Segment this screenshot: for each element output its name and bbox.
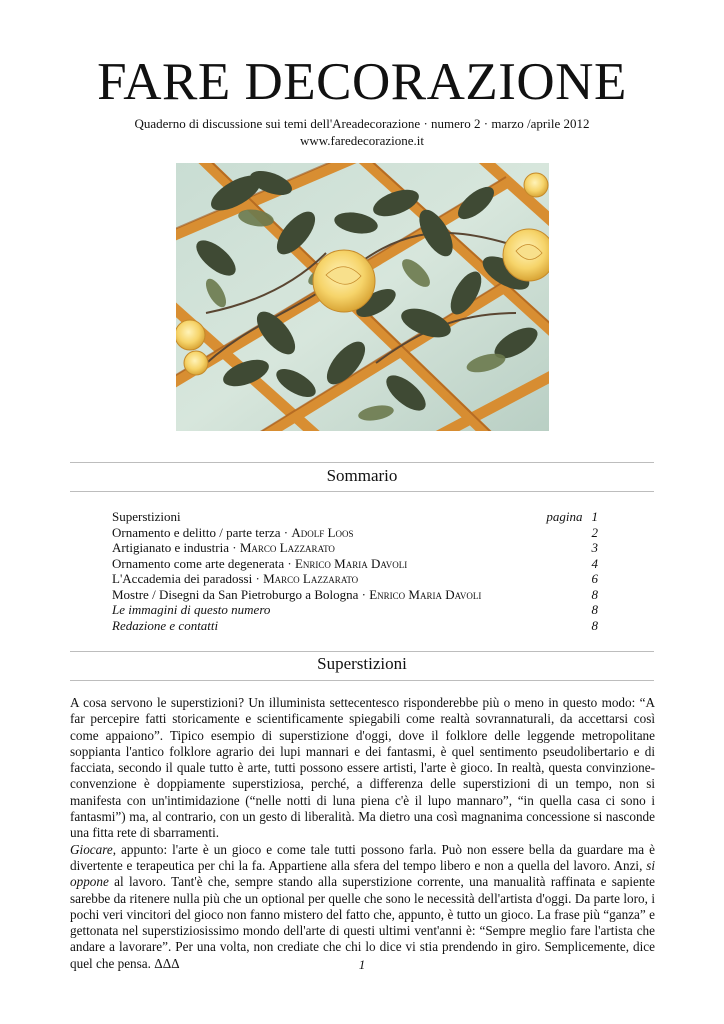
masthead-title: FARE DECORAZIONE: [97, 53, 627, 111]
toc-entry[interactable]: [112, 540, 598, 556]
toc-entry-page: 2: [591, 524, 598, 540]
toc-entry[interactable]: [112, 618, 598, 634]
website-link[interactable]: www.faredecorazione.it: [299, 133, 425, 148]
toc-entry[interactable]: [112, 509, 598, 525]
toc-entry-title: Ornamento e delitto / parte terza ·: [112, 524, 292, 540]
toc-entry[interactable]: [112, 571, 598, 587]
toc-entry-author: Enrico Maria Davoli: [369, 586, 482, 602]
toc-entry-title: L'Accademia dei paradossi ·: [112, 571, 264, 586]
paragraph-text: , appunto: l'arte è un gioco e come tale tutti possono farla. Può non essere bella da guardare ma è divertente e terapeutica per chi la fa. Appartiene alla sfera del tempo libero e non a quella del lavoro. Anzi,: [70, 841, 655, 873]
toc-entry-page: 3: [591, 540, 598, 555]
toc-entry-author: Marco Lazzarato: [239, 540, 335, 555]
toc-entry-title: Artigianato e industria ·: [112, 540, 240, 555]
toc-entry[interactable]: [112, 525, 598, 541]
toc-entry[interactable]: [112, 602, 598, 618]
page-number: 1: [358, 957, 366, 972]
emphasis: si oppone: [70, 857, 655, 890]
article-body: [70, 695, 655, 972]
divider: [70, 680, 654, 681]
toc-entry-title: Le immagini di questo numero: [112, 602, 271, 617]
toc-entry-title: Redazione e contatti: [112, 617, 219, 633]
masthead-subtitle: Quaderno di discussione sui temi dell'Areadecorazione · numero 2 · marzo /aprile 2012: [134, 116, 590, 131]
toc-entry-title: Mostre / Disegni da San Pietroburgo a Bologna ·: [112, 586, 370, 602]
emphasis: Giocare: [70, 841, 113, 857]
trellis-roses-image: [176, 163, 549, 431]
article-paragraph: A cosa servono le superstizioni? Un illuminista settecentesco risponderebbe più o meno in questo modo: “A far percepire fatti storicamente e scientificamente spiegabili come realtà sovrannaturali, da accettarsi così come appaiono”. Tipico esempio di superstizione d'oggi, dove il folklore delle leggende metropolitane soppianta l'antico folklore agrario dei lupi mannari e dei fantasmi, è quel sentimento pseudolibertario e di facciata, secondo il quale tutto è arte, tutti possono essere artisti, l'arte è gioco. In realtà, questa convinzione-convenzione è doppiamente superstiziosa, perché, a differenza delle superstizioni di un tempo, non si manifesta con un'intimidazione (“nelle notti di luna piena c'è il lupo mannaro”, “in quella casa ci sono i fantasmi”) ma, al contrario, con un gesto di liberalità. Ma dietro una così magnanima concessione si nasconde una fitta rete di sbarramenti.: [70, 695, 655, 841]
article-paragraph: [70, 842, 655, 972]
cover-image: [176, 163, 549, 431]
divider: [70, 462, 654, 463]
toc-entry-page: 6: [591, 571, 598, 586]
toc-entry-page: 8: [591, 586, 598, 602]
divider: [70, 491, 654, 492]
toc-entry-page: 1: [591, 509, 598, 524]
toc-entry-author: Adolf Loos: [291, 524, 354, 540]
table-of-contents: [112, 509, 598, 633]
toc-page-word: pagina: [546, 509, 583, 524]
paragraph-text: al lavoro. Tant'è che, sempre stando alla superstizione corrente, una manualità raffinata e sapiente sarebbe da ritenere nulla più che un optional per quelle che sono le necessità dell'artista d'oggi. Da parte loro, i pochi veri vincitori del gioco non fanno mistero del fatto che, appunto, è tutto un gioco. La frase più “ganza” e gettonata nel superstiziosissimo mondo dell'arte di questi ultimi vent'anni è: “Sempre meglio fare l'artista che andare a lavorare”. Per una volta, non crediate che chi lo dice vi stia prendendo in giro. Semplicemente, dice quel che pensa. ΔΔΔ: [70, 874, 655, 971]
summary-heading: Sommario: [326, 466, 398, 485]
toc-entry-author: Marco Lazzarato: [263, 571, 359, 586]
toc-entry-page: 4: [591, 555, 598, 571]
toc-entry-page: 8: [591, 617, 598, 633]
toc-entry[interactable]: [112, 587, 598, 603]
toc-entry-title: Ornamento come arte degenerata ·: [112, 555, 295, 571]
toc-entry[interactable]: [112, 556, 598, 572]
toc-entry-title: Superstizioni: [112, 509, 181, 524]
toc-entry-author: Enrico Maria Davoli: [294, 555, 408, 571]
divider: [70, 651, 654, 652]
article-heading: Superstizioni: [317, 654, 407, 673]
toc-entry-page: 8: [591, 602, 598, 617]
